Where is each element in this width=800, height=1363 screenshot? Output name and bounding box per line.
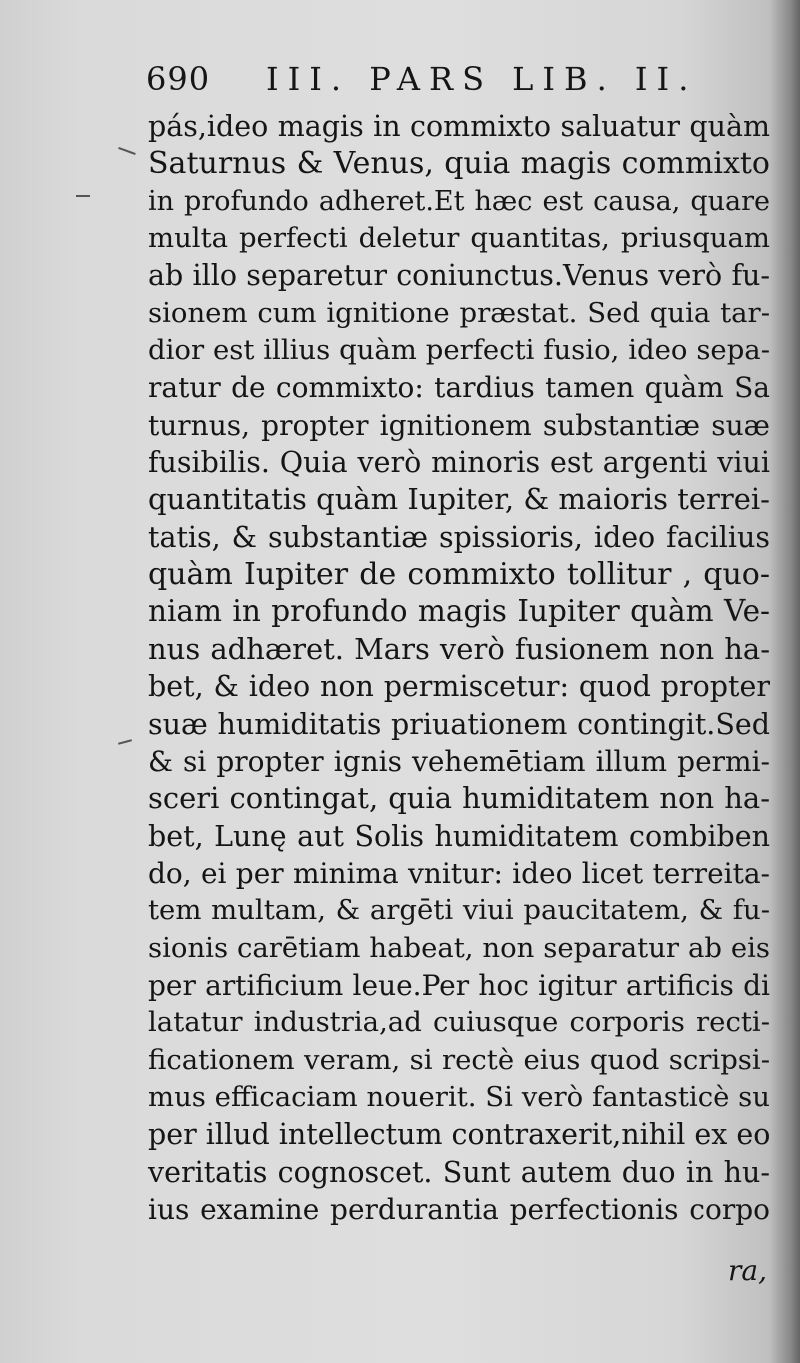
text-line: per artificium leue.Per hoc igitur artificis di — [148, 968, 770, 1002]
text-line: ab illo separetur coniunctus.Venus verò fu- — [148, 259, 770, 293]
text-line: quantitatis quàm Iupiter, & maioris terrei- — [148, 482, 770, 517]
running-head: III. PARS LIB. II. — [266, 60, 698, 98]
text-line: suæ humiditatis priuationem contingit.Sed — [148, 707, 770, 741]
text-line: nus adhæret. Mars verò fusionem non ha- — [148, 631, 770, 666]
text-line: ratur de commixto: tardius tamen quàm Sa — [148, 371, 770, 405]
text-line: dior est illius quàm perfecti fusio, ideo sepa- — [148, 334, 770, 367]
margin-mark — [76, 195, 90, 197]
catchword: ra, — [728, 1254, 767, 1287]
text-line: tem multam, & argēti viui paucitatem, & fu- — [148, 894, 770, 927]
text-line: fusibilis. Quia verò minoris est argenti viui — [148, 446, 770, 480]
text-line: quàm Iupiter de commixto tollitur , quo- — [148, 557, 770, 593]
text-line: multa perfecti deletur quantitas, priusquam — [148, 222, 770, 255]
margin-mark — [118, 739, 132, 745]
gutter-shadow — [770, 0, 800, 1363]
text-line: Saturnus & Venus, quia magis commixto — [148, 146, 770, 182]
text-line: sionem cum ignitione præstat. Sed quia tar- — [148, 296, 770, 329]
text-line: & si propter ignis vehemētiam illum permi- — [148, 744, 770, 778]
text-line: per illud intellectum contraxerit,nihil ex eo — [148, 1118, 771, 1152]
text-line: niam in profundo magis Iupiter quàm Ve- — [148, 594, 770, 629]
text-line: tatis, & substantiæ spissioris, ideo facilius — [148, 520, 770, 554]
text-line: do, ei per minima vnitur: ideo licet terreita- — [148, 856, 770, 890]
text-line: pás,ideo magis in commixto saluatur quàm — [148, 110, 770, 143]
text-line: bet, Lunę aut Solis humiditatem combiben — [148, 819, 770, 853]
text-line: latatur industria,ad cuiusque corporis recti- — [148, 1006, 770, 1039]
body-text — [148, 108, 770, 1228]
text-line: mus efficaciam nouerit. Si verò fantasticè su — [148, 1080, 770, 1113]
text-line: sionis carētiam habeat, non separatur ab eis — [148, 931, 770, 964]
text-line: sceri contingat, quia humiditatem non ha- — [148, 781, 770, 816]
text-line: ius examine perdurantia perfectionis corpo — [148, 1192, 770, 1226]
text-line: in profundo adheret.Et hæc est causa, quare — [148, 185, 770, 217]
text-line: ficationem veram, si rectè eius quod scripsi- — [148, 1043, 770, 1076]
page-header — [146, 56, 766, 102]
text-line: turnus, propter ignitionem substantiæ suæ — [148, 408, 770, 442]
page-number: 690 — [146, 60, 211, 98]
margin-mark — [118, 147, 136, 155]
text-line: veritatis cognoscet. Sunt autem duo in hu- — [148, 1155, 770, 1189]
text-line: bet, & ideo non permiscetur: quod propter — [148, 670, 770, 704]
